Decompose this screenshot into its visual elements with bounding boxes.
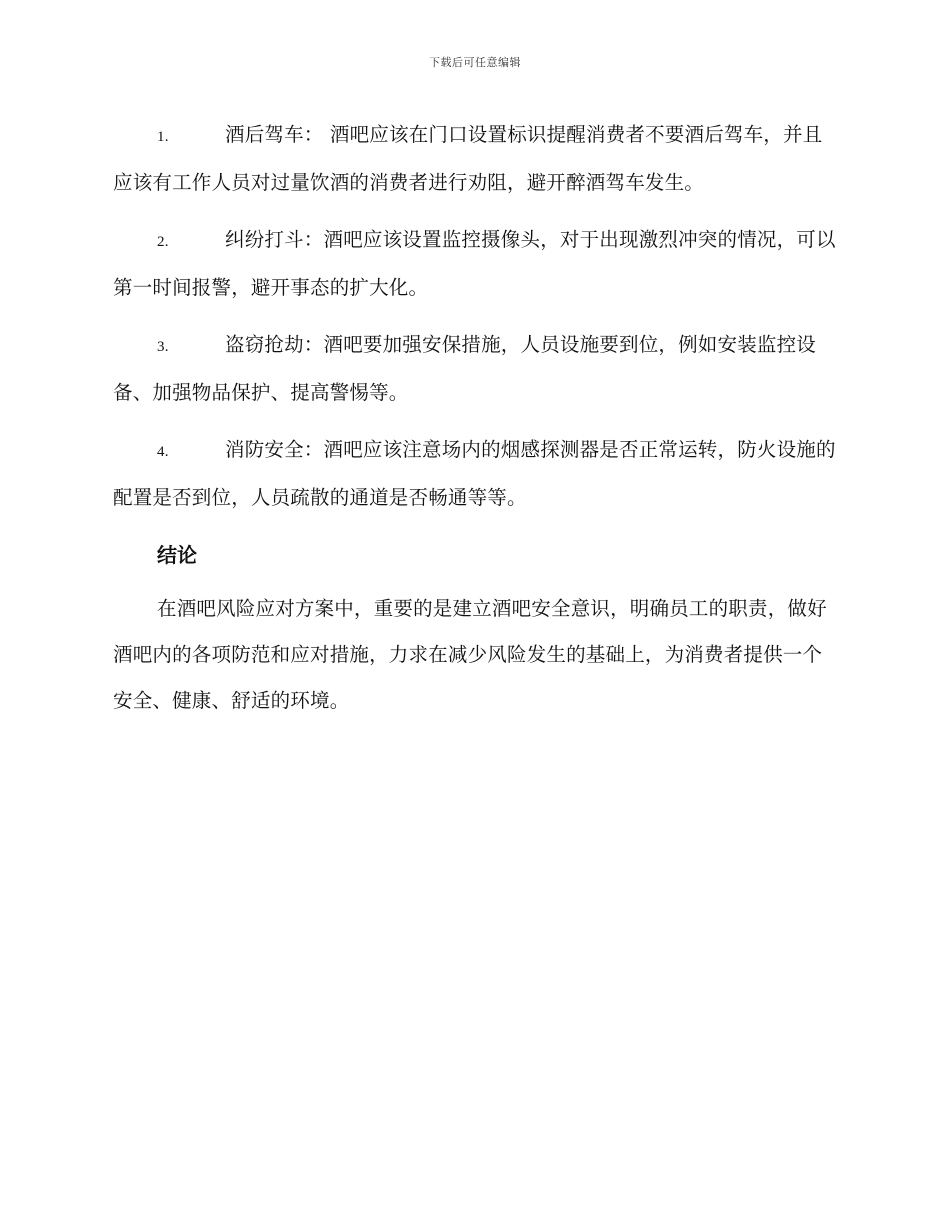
list-item-text: 盗窃抢劫：酒吧要加强安保措施，人员设施要到位，例如安装监控设备、加强物品保护、提高警惕等。 [113,333,817,404]
page-header: 下载后可任意编辑 [429,56,521,69]
document-body [113,112,837,724]
list-item-number: 4. [157,444,169,460]
list-item [113,322,837,416]
list-item [113,217,837,311]
list-item [113,112,837,206]
list-item [113,427,837,521]
conclusion-paragraph: 在酒吧风险应对方案中，重要的是建立酒吧安全意识，明确员工的职责，做好酒吧内的各项防范和应对措施，力求在减少风险发生的基础上，为消费者提供一个安全、健康、舒适的环境。 [113,597,827,712]
section-heading: 结论 [157,543,197,567]
list-item-number: 3. [157,339,169,355]
list-item-number: 2. [157,234,169,250]
list-item-number: 1. [157,129,169,145]
list-item-text: 纠纷打斗：酒吧应该设置监控摄像头，对于出现激烈冲突的情况，可以第一时间报警，避开事态的扩大化。 [113,228,836,299]
list-item-text: 消防安全：酒吧应该注意场内的烟感探测器是否正常运转，防火设施的配置是否到位，人员疏散的通道是否畅通等等。 [113,438,836,509]
list-item-text: 酒后驾车： 酒吧应该在门口设置标识提醒消费者不要酒后驾车，并且应该有工作人员对过量饮酒的消费者进行劝阻，避开醉酒驾车发生。 [113,123,823,194]
